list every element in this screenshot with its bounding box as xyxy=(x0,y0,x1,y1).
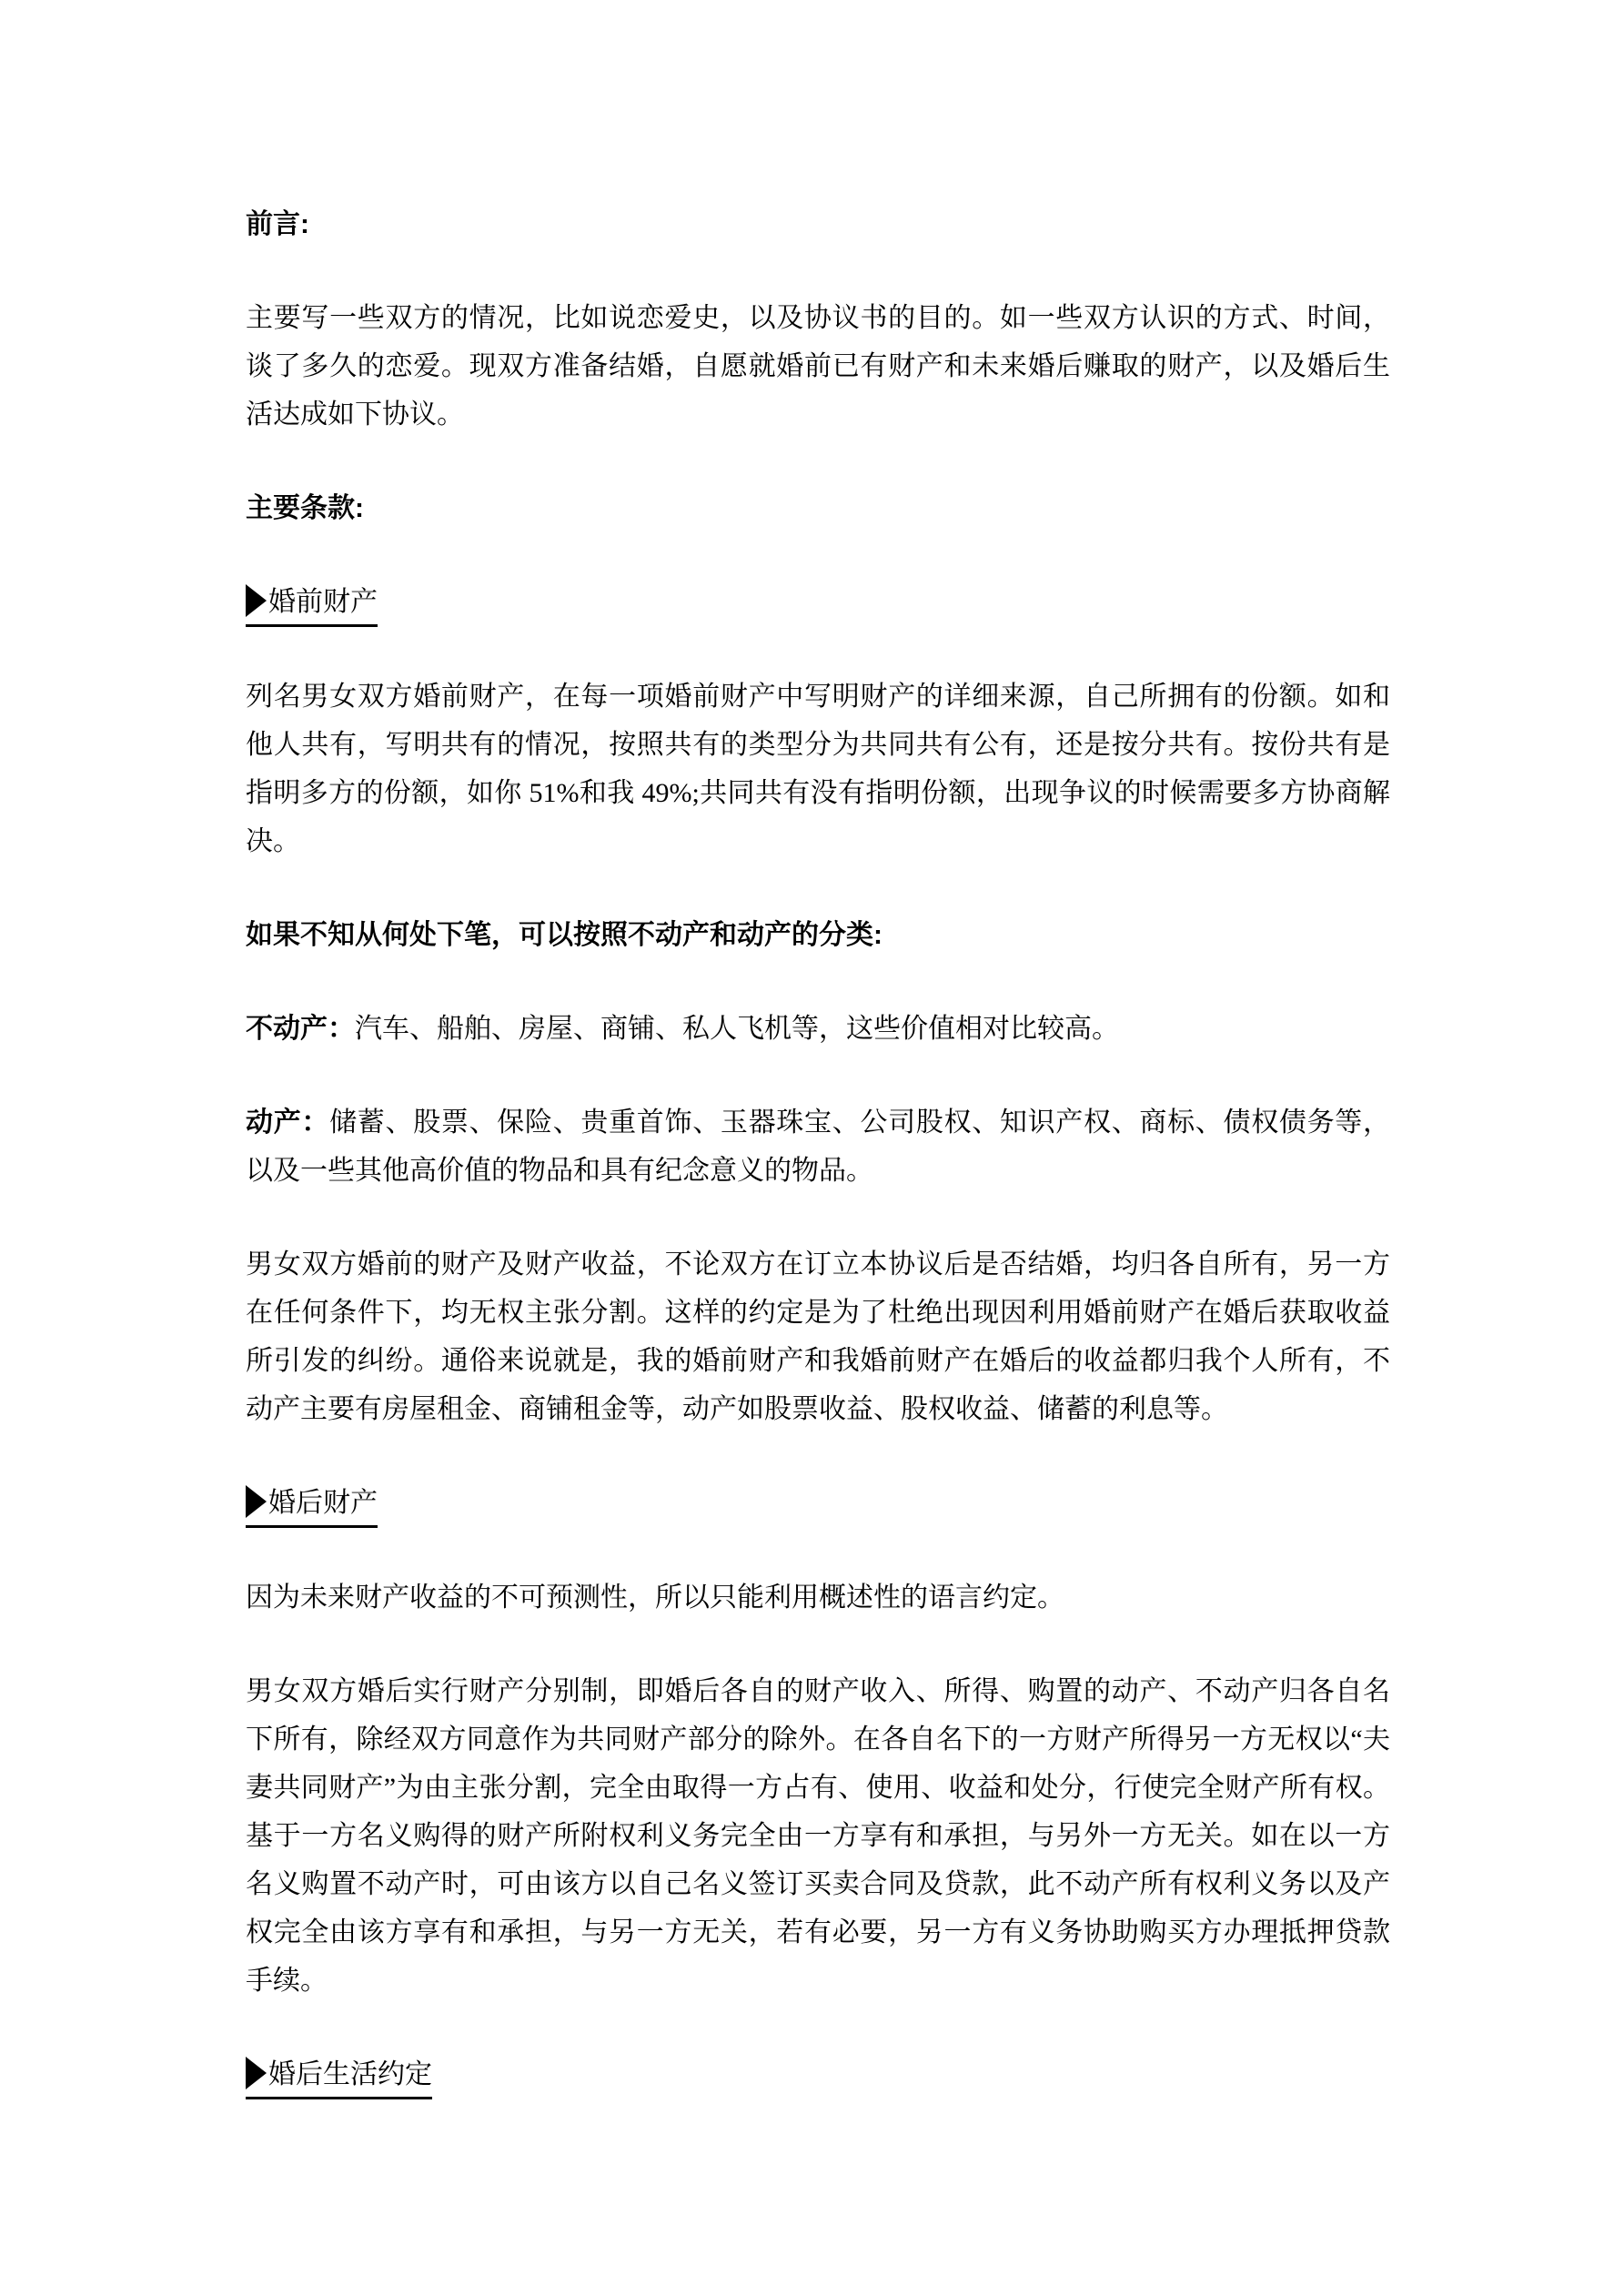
paragraph-postmarital-note: 因为未来财产收益的不可预测性，所以只能利用概述性的语言约定。 xyxy=(246,1583,1064,1613)
paragraph-postmarital-separation: 男女双方婚后实行财产分别制，即婚后各自的财产收入、所得、购置的动产、不动产归各自名下所有，除经双方同意作为共同财产部分的除外。在各自名下的一方财产所得另一方无权以“夫妻共同财产”为由主张分割，完全由取得一方占有、使用、收益和处分，行使完全财产所有权。基于一方名义购得的财产所附权利义务完全由一方享有和承担，与另外一方无关。如在以一方名义购置不动产时，可由该方以自己名义签订买卖合同及贷款，此不动产所有权利义务以及产权完全由该方享有和承担，与另一方无关，若有必要，另一方有义务协助购买方办理抵押贷款手续。 xyxy=(246,1676,1390,1996)
term-label-immovable: 不动产： xyxy=(246,1014,355,1044)
term-label-movable: 动产： xyxy=(246,1108,330,1138)
triangle-bullet-icon xyxy=(246,1485,267,1518)
subsection-title-text: 婚后生活约定 xyxy=(268,2059,432,2089)
subsection-heading-postmarital-life xyxy=(246,2050,1390,2099)
subsection-heading-premarital-property xyxy=(246,578,1390,627)
paragraph-movable-property xyxy=(246,1098,1390,1195)
section-heading-main-terms: 主要条款: xyxy=(246,493,364,523)
triangle-bullet-icon xyxy=(246,2057,267,2089)
term-text-movable: 储蓄、股票、保险、贵重首饰、玉器珠宝、公司股权、知识产权、商标、债权债务等，以及一些其他高价值的物品和具有纪念意义的物品。 xyxy=(246,1108,1391,1186)
paragraph-preface: 主要写一些双方的情况，比如说恋爱史，以及协议书的目的。如一些双方认识的方式、时间，谈了多久的恋爱。现双方准备结婚，自愿就婚前已有财产和未来婚后赚取的财产，以及婚后生活达成如下协议。 xyxy=(246,303,1390,430)
paragraph-immovable-property xyxy=(246,1005,1390,1053)
underlined-title xyxy=(246,1485,378,1528)
subsection-title-text: 婚前财产 xyxy=(268,587,378,617)
section-heading-classification: 如果不知从何处下笔，可以按照不动产和动产的分类: xyxy=(246,920,883,950)
section-heading-preface: 前言: xyxy=(246,209,309,239)
underlined-title xyxy=(246,584,378,627)
underlined-title xyxy=(246,2057,432,2099)
subsection-title-text: 婚后财产 xyxy=(268,1488,378,1518)
paragraph-premarital-property: 列名男女双方婚前财产，在每一项婚前财产中写明财产的详细来源，自己所拥有的份额。如和他人共有，写明共有的情况，按照共有的类型分为共同共有公有，还是按分共有。按份共有是指明多方的份额，如你 51%和我 49%;共同共有没有指明份额，出现争议的时候需要多方协商解决。 xyxy=(246,682,1390,856)
subsection-heading-postmarital-property xyxy=(246,1479,1390,1528)
triangle-bullet-icon xyxy=(246,584,267,617)
paragraph-premarital-income: 男女双方婚前的财产及财产收益，不论双方在订立本协议后是否结婚，均归各自所有，另一方在任何条件下，均无权主张分割。这样的约定是为了杜绝出现因利用婚前财产在婚后获取收益所引发的纠纷。通俗来说就是，我的婚前财产和我婚前财产在婚后的收益都归我个人所有，不动产主要有房屋租金、商铺租金等，动产如股票收益、股权收益、储蓄的利息等。 xyxy=(246,1249,1390,1424)
term-text-immovable: 汽车、船舶、房屋、商铺、私人飞机等，这些价值相对比较高。 xyxy=(355,1014,1119,1044)
